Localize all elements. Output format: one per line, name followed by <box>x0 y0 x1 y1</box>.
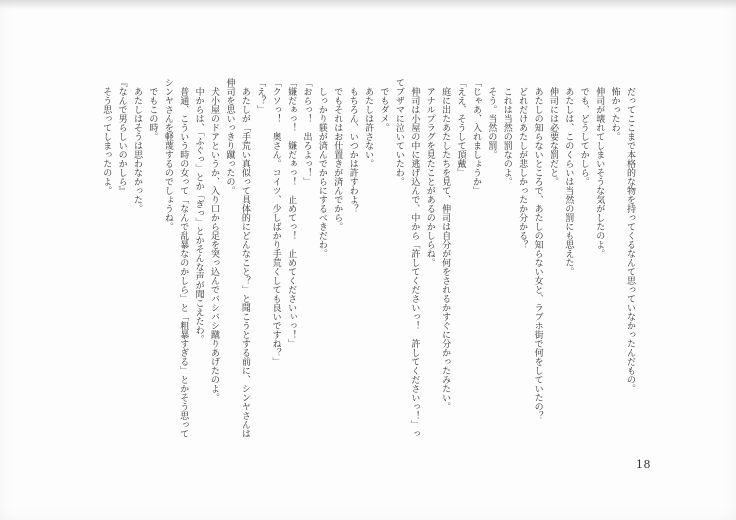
text-line: あたしは、このくらいは当然の罰にも思えた。 <box>563 78 574 276</box>
text-line: そう思ってしまったのよ。 <box>101 78 112 195</box>
text-line: 「じゃあ、入れましょうか」 <box>470 78 481 195</box>
text-line: 「おらっ！ 出ろよっ！」 <box>301 78 312 186</box>
text-line: 伸司には必要な罰だと。 <box>547 78 558 186</box>
text-line: あたしの知らないところで、あたしの知らない女と、ラブホ街で何をしていたの？ <box>532 78 543 420</box>
text-line: でもこの時。 <box>147 78 158 141</box>
text-line: 「ええ、そうして頂戴」 <box>455 78 466 177</box>
text-line: 中からは、「ふぐっ」とか「ぎっ」とかそんな声が聞こえたわ。 <box>193 78 204 344</box>
text-line: 怖かったわ。 <box>609 78 620 141</box>
text-line: 普通、こういう時の女って「なんで乱暴なのかしら」と「粗暴すぎる」とかそう思ってシンヤさんを軽蔑するのでしょうね。 <box>162 78 189 438</box>
text-line: でも、どうしてかしら。 <box>578 78 589 186</box>
text-line: 犬小屋のドアというか、入り口から足を突っ込んでバシバシ蹴りあげたのよ。 <box>209 78 220 402</box>
text-line: そう。当然の罰。 <box>486 78 497 159</box>
text-line: 『なんで男らしいのかしら』 <box>116 78 127 195</box>
text-line: これは当然の罰なのよ。 <box>501 78 512 186</box>
text-line: どれだけあたしが悲しかったか分かる？ <box>517 78 528 249</box>
text-line: だってここまで本格的な物を持ってくるなんて思っていなかったんだもの。 <box>625 78 635 393</box>
text-line: もちろん、いつかは許すわよ？ <box>347 78 358 213</box>
text-line: あたしはそうは思わなかった。 <box>132 78 142 213</box>
text-line: 庭に出たあたしたちを見て、伸司は自分が何をされるかすぐに分かったみたい。 <box>440 78 451 411</box>
text-line: あたしが「手荒い真似って具体的にどんなこと？」と聞こうとする前に、シンヤさんは伸司を思いっきり蹴ったの。 <box>224 78 250 438</box>
vertical-text-block <box>97 78 637 439</box>
text-line: 「クソっ！ 奥さん。コイツ、少しばかり手荒くしても良いですね？」 <box>270 78 281 366</box>
text-line: しっかり躾が済んでからにするべきだわ。 <box>316 78 327 258</box>
text-line: 「え？」 <box>255 78 266 114</box>
text-line: でもそれはお仕置きが済んでから。 <box>332 78 343 231</box>
page-number: 18 <box>636 458 651 471</box>
text-line: 伸司が壊れてしまいそうな気がしたのよ。 <box>594 78 605 258</box>
text-line: でもダメ。 <box>378 78 389 132</box>
text-line: アナルプラグを見たことがあるのかしらね。 <box>424 78 435 267</box>
text-line: 「嫌だぁっ！ 嫌だぁっ！ 止めてっ！ 止めてくださいぃっ！」 <box>286 78 297 348</box>
text-line: 伸司は小屋の中に逃げ込んで、中から「許してくださいっ！ 許してくださいっ！」ってブザマに泣いていたわ。 <box>393 78 420 438</box>
text-line: あたしは許さない。 <box>363 78 374 168</box>
